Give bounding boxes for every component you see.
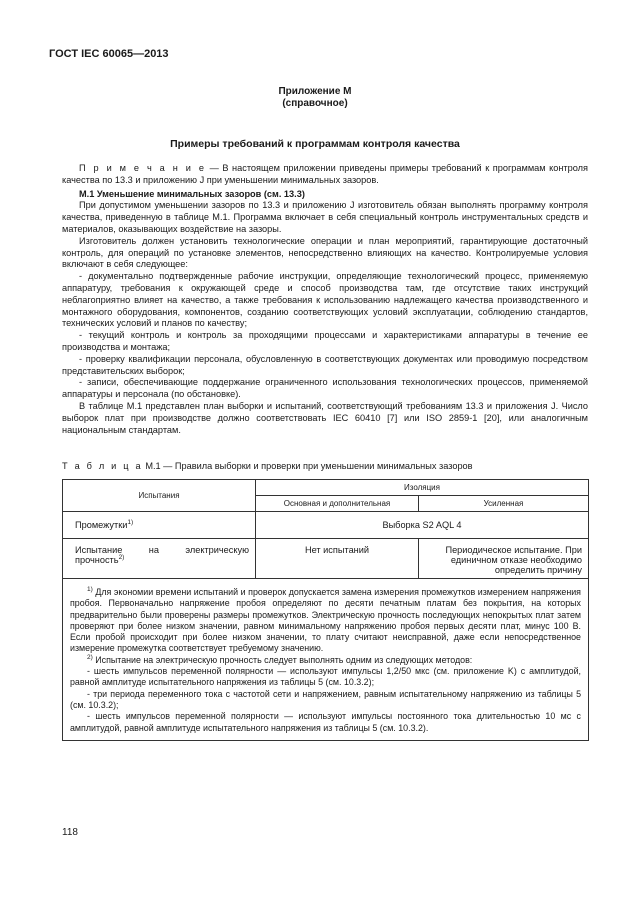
- page-number: 118: [62, 827, 78, 838]
- table-caption-text: M.1 — Правила выборки и проверки при уменьшении минимальных зазоров: [142, 461, 473, 471]
- row-strength-basic: Нет испытаний: [256, 539, 419, 579]
- footnote-list-item: - три периода переменного тока с частотой сети и напряжением, равным испытательному напряжению из таблицы 5 (см. 10.3.2);: [70, 688, 581, 710]
- list-item: - записи, обеспечивающие поддержание ограниченного использования технологических процессов, применяемой аппаратуры и персонала (по обстановке).: [62, 377, 588, 400]
- row-strength-label: Испытание на электрическую прочность$^{2)}$: [63, 539, 256, 579]
- list-item: - документально подтвержденные рабочие инструкции, определяющие технологический процесс, применяемую аппаратуру, требования к окружающей среде и способ производства там, где отсутствие таких инструкций неблагоприятно влияет на качество, а также требования к использованию надлежащего качества производственного и монтажного оборудования, компонентов, созданию соответствующих условий эксплуатации, соблюдению стандартов, технических условий и планов по качеству;: [62, 271, 588, 329]
- body-text: [62, 163, 588, 436]
- footnote: $^{2)}$ Испытание на электрическую прочность следует выполнять одним из следующих методов:: [87, 653, 473, 665]
- header-reinforced: Усиленная: [419, 496, 589, 512]
- sampling-table: [62, 479, 589, 741]
- header-insulation: Изоляция: [256, 480, 589, 496]
- row-clearances-label: Промежутки$^{1)}$: [63, 512, 256, 539]
- footnote-list-item: - шесть импульсов переменной полярности — используют импульсы постоянного тока длительностью 10 мс с амплитудой, равной амплитуде испытательного напряжения из таблицы 5 (см. 10.3.2).: [70, 711, 581, 733]
- list-item: - текущий контроль и контроль за проходящими процессами и характеристиками аппаратуры в течение ее производства и монтажа;: [62, 330, 588, 352]
- table-footnotes: [63, 579, 589, 741]
- main-title: Примеры требований к программам контроля качества: [170, 138, 460, 150]
- annex-type: (справочное): [282, 98, 348, 109]
- row-strength-reinforced: Периодическое испытание. При единичном отказе необходимо определить причину: [419, 539, 589, 579]
- paragraph: При допустимом уменьшении зазоров по 13.3 и приложению J изготовитель обязан выполнять программу контроля качества, приведенную в таблице M.1. Программа включает в себя специальный контроль инструментальных средств и материалов, оказывающих воздействие на зазоры.: [62, 200, 588, 234]
- note-prefix: П р и м е ч а н и е: [79, 163, 207, 173]
- footnote: $^{1)}$ Для экономии времени испытаний и проверок допускается замена измерения промежутков измерением напряжения пробоя. Первоначально напряжение пробоя определяют по десяти печатным платам без покрытия, на которых предварительно были проверены размеры промежутков. Электрическую прочность последующих непокрытых плат затем проверяют при более низком значении, равном минимальному напряжению пробоя первых десяти плат, минус 100 В. Если пробой происходит при более низком значении, то плату считают неисправной, даже если непосредственное измерение промежутка соответствует требуемому значению.: [70, 586, 581, 654]
- document-header: ГОСТ IEC 60065—2013: [49, 48, 169, 60]
- table-caption-prefix: Т а б л и ц а: [62, 461, 143, 471]
- header-basic: Основная и дополнительная: [256, 496, 419, 512]
- header-tests: Испытания: [63, 480, 256, 512]
- note-text: — В настоящем приложении приведены примеры требований к программам контроля качества по 13.3 и приложению J при уменьшении минимальных зазоров.: [62, 163, 588, 185]
- note-paragraph: [62, 163, 588, 187]
- table-caption: [62, 461, 473, 471]
- row-clearances-value: Выборка S2 AQL 4: [256, 512, 589, 539]
- section-heading: M.1 Уменьшение минимальных зазоров (см. 13.3): [79, 188, 305, 199]
- list-item: - проверку квалификации персонала, обусловленную в соответствующих документах или проводимую посредством представительских выборок;: [62, 353, 588, 376]
- paragraph: В таблице M.1 представлен план выборки и испытаний, соответствующий требованиям 13.3 и приложения J. Число выборок плат при производстве должно соответствовать IEC 60410 [7] или ISO 2859-1 [20], или аналогичным национальным стандартам.: [62, 400, 588, 435]
- annex-title: Приложение M: [278, 86, 352, 97]
- paragraph: Изготовитель должен установить технологические операции и план мероприятий, гарантирующие достаточный контроль, для операций по установке элементов, непосредственно влияющих на качество. Контролируемые условия включают в себя следующее:: [62, 235, 588, 270]
- footnote-list-item: - шесть импульсов переменной полярности — используют импульсы 1,2/50 мкс (см. приложение K) с амплитудой, равной амплитуде испытательного напряжения из таблицы 5 (см. 10.3.2);: [70, 666, 581, 688]
